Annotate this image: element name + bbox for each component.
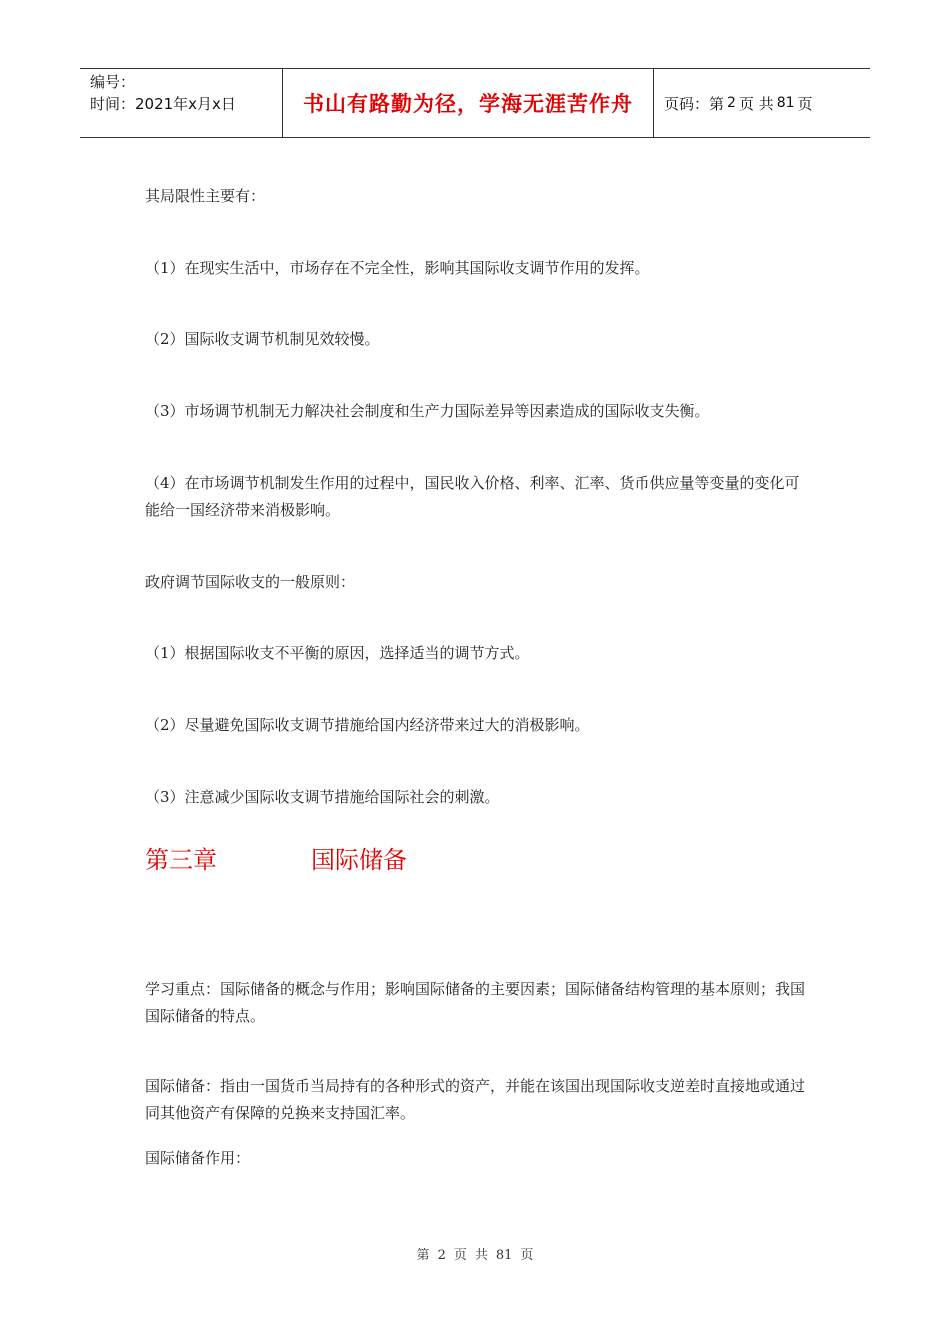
paragraph: （1）在现实生活中，市场存在不完全性，影响其国际收支调节作用的发挥。 xyxy=(145,259,650,277)
page-suffix: 页 xyxy=(797,94,813,113)
paragraph: （2）国际收支调节机制见效较慢。 xyxy=(145,330,380,348)
footer-total-pages: 81 xyxy=(495,1248,513,1263)
page-footer xyxy=(0,1244,950,1263)
paragraph: （1）根据国际收支不平衡的原因，选择适当的调节方式。 xyxy=(145,644,530,662)
paragraph: 国际储备作用： xyxy=(145,1149,251,1167)
chapter-heading xyxy=(145,840,407,875)
footer-text: 页 xyxy=(520,1248,534,1263)
footer-text: 共 xyxy=(474,1248,488,1263)
page-mid: 页 共 xyxy=(738,94,774,113)
page-current: 2 xyxy=(727,95,736,111)
paragraph: 政府调节国际收支的一般原则： xyxy=(145,573,356,591)
chapter-number: 第三章 xyxy=(145,846,217,874)
header-motto: 书山有路勤为径，学海无涯苦作舟 xyxy=(282,69,654,137)
paragraph: （2）尽量避免国际收支调节措施给国内经济带来过大的消极影响。 xyxy=(145,716,590,734)
paragraph: （3）注意减少国际收支调节措施给国际社会的刺激。 xyxy=(145,788,500,806)
header-page-indicator xyxy=(654,69,870,137)
paragraph: 其局限性主要有： xyxy=(145,187,266,205)
header-meta xyxy=(80,69,282,137)
footer-text: 第 xyxy=(416,1248,430,1263)
paragraph: （4）在市场调节机制发生作用的过程中，国民收入价格、利率、汇率、货币供应量等变量的变化可能给一国经济带来消极影响。 xyxy=(145,474,800,519)
paragraph: 国际储备：指由一国货币当局持有的各种形式的资产，并能在该国出现国际收支逆差时直接地或通过同其他资产有保障的兑换来支持国汇率。 xyxy=(145,1077,806,1122)
chapter-title: 国际储备 xyxy=(311,846,407,874)
paragraph: 学习重点：国际储备的概念与作用；影响国际储备的主要因素；国际储备结构管理的基本原则；我国国际储备的特点。 xyxy=(145,980,806,1025)
page-header xyxy=(80,68,870,138)
page-prefix: 页码：第 xyxy=(664,94,725,113)
footer-current-page: 2 xyxy=(437,1248,446,1263)
page-total: 81 xyxy=(776,95,795,111)
document-date-label: 时间：2021年x月x日 xyxy=(90,95,236,113)
paragraph: （3）市场调节机制无力解决社会制度和生产力国际差异等因素造成的国际收支失衡。 xyxy=(145,402,710,420)
document-number-label: 编号： xyxy=(90,73,136,91)
footer-text: 页 xyxy=(453,1248,467,1263)
